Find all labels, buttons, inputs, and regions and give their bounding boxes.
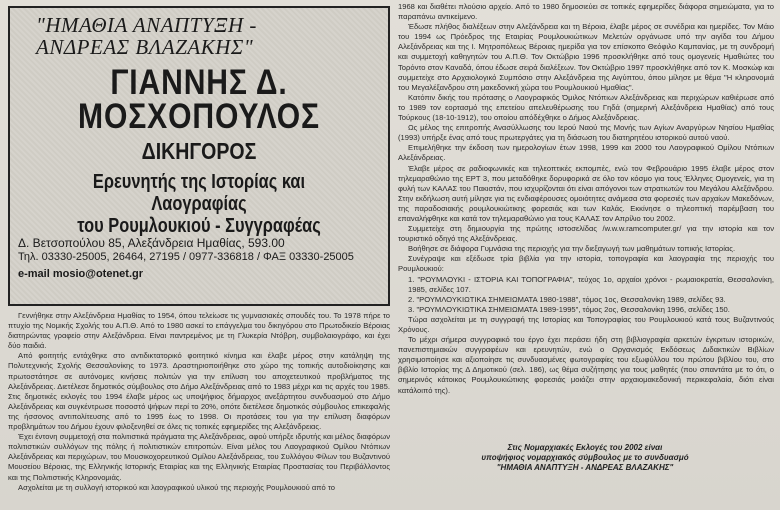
bio-paragraph: Έδωσε πλήθος διαλέξεων στην Αλεξάνδρεια και τη Βέροια, έλαβε μέρος σε συνέδρια και ημερίδες. Τον Μάιο του 1994 ως Πρόεδρος της Εταιρίας Ρουμλουκιώτικων Μελετών οργάνωσε υπό την αιγίδα του Δήμου Αλεξάνδρειας και της Ι. Μητροπόλεως Βέροιας ημερίδα για τον επίσκοπο Θεόφιλο Καμπανίας, με τη συνδρομή και συμμετοχή καθηγητών του Α.Π.Θ. Τον Οκτώβριο 1996 προσκλήθηκε από τους ομογενείς Ημαθιώτες του Τορόντο στον Καναδά, όπου έδωσε σειρά διαλέξεων. Τον Οκτώβριο 1997 προσκλήθηκε από τον Κ. Μοσκώφ και συμμετείχε στο Αρχαιολογικό Συμπόσιο στην Αλεξάνδρεια της Αιγύπτου, όπου μίλησε με θέμα "Η κληρονομιά του Μεγαλέξανδρου στη μακεδονική χώρα του Ρουμλουκιού Ημαθίας". <box>398 22 774 92</box>
biography-left-column <box>8 311 390 493</box>
candidate-profession: ΔΙΚΗΓΟΡΟΣ <box>141 138 257 164</box>
bio-paragraph: Τώρα ασχολείται με τη συγγραφή της Ιστορίας και Τοπογραφίας του Ρουμλουκιού κατά τους Βυζαντινούς Χρόνους. <box>398 314 774 334</box>
bio-paragraph: Ως μέλος της επιτροπής Ανασύλλωσης του Ιερού Ναού της Μονής των Αγίων Αναργύρων Νησίου Ημαθίας (1993) υπήρξε ένας από τους πρωτεργάτες για τη διάσωση του διατηρητέου ιστορικού αυτού ναού. <box>398 123 774 143</box>
book-item: 3. "ΡΟΥΜΛΟΥΚΙΩΤΙΚΑ ΣΗΜΕΙΩΜΑΤΑ 1989-1995", τόμος 2ος, Θεσσαλονίκη 1996, σελίδες 150. <box>408 304 730 314</box>
candidate-name-first: ΓΙΑΝΝΗΣ Δ. <box>110 63 288 102</box>
bio-paragraph: Γεννήθηκε στην Αλεξάνδρεια Ημαθίας το 1954, όπου τελείωσε τις γυμνασιακές σπουδές του. Το 1978 πήρε το πτυχίο της Νομικής Σχολής του Α.Π.Θ. Από το 1980 ασκεί το επάγγελμα του δικηγόρου στο Πρωτοδικείο Βέροιας διατηρώντας γραφείο στην Αλεξάνδρεια. Είναι παντρεμένος με τη Γλυκερία Ντόβρη, συμβολαιογράφο, και έχει δύο παιδιά. <box>8 311 390 351</box>
candidate-subtitle <box>52 171 346 237</box>
subtitle-line-1: Ερευνητής της Ιστορίας και Λαογραφίας <box>92 171 306 215</box>
candidate-name-last: ΜΟΣΧΟΠΟΥΛΟΣ <box>78 97 320 136</box>
bio-paragraph: Από φοιτητής εντάχθηκε στο αντιδικτατορικό φοιτητικό κίνημα και έλαβε μέρος στην κατάληψη της Πολυτεχνικής Σχολής Θεσσαλονίκης το 1973. Δραστηριοποιήθηκε στο χώρο της τοπικής αυτοδιοίκησης και πρωτοστάτησε σε αυτόνομες κινήσεις πολιτών για την επίλυση του αποχετευτικού προβλήματος της Αλεξάνδρειας. Διετέλεσε δημοτικός σύμβουλος στο Δήμο Αλεξάνδρειας από το 1983 μέχρι και τις αρχές του 1985. Στις δημοτικές εκλογές του 1994 έλαβε μέρος ως υποψήφιος δήμαρχος ανεξάρτητου συνδυασμού στο Δήμο Αλεξάνδρειας και συγκέντρωσε ποσοστό ψήφων περί το 20%, οπότε διετέλεσε δημοτικός σύμβουλος επικεφαλής της ήσσονος αντιπολίτευσης από το 1995 έως το 1998. Οι προτάσεις του για την επίλυση διαφόρων προβλημάτων του Δήμου έχουν φιλοξενηθεί σε όλες τις τοπικές εφημερίδες της Αλεξάνδρειας. <box>8 351 390 432</box>
bio-paragraph: Έχει έντονη συμμετοχή στα πολιτιστικά πράγματα της Αλεξάνδρειας, αφού υπήρξε ιδρυτής και μέλος διαφόρων πολιτιστικών συλλόγων της πόλης ή πολιτιστικών επιτροπών. Είναι μέλος του Λαογραφικού Ομίλου Ντόπιων Αλεξάνδρειας και περιχώρων, του Μουσικοχορευτικού Ομίλου Αλεξάνδρειας, του Συλλόγου Φίλων του Βυζαντινού Μουσείου Βέροιας, της Ελληνικής Ιστορικής Εταιρίας και της Ελληνικής Εταιρίας Προστασίας του Περιβάλλοντος και της Πολιτιστικής Κληρονομιάς. <box>8 432 390 482</box>
office-address: Δ. Βετσοπούλου 85, Αλεξάνδρεια Ημαθίας, 593.00 <box>18 236 285 250</box>
closing-line: "ΗΜΑΘΙΑ ΑΝΑΠΤΥΞΗ - ΑΝΔΡΕΑΣ ΒΛΑΖΑΚΗΣ" <box>496 463 674 472</box>
subtitle-line-2: του Ρουμλουκιού - Συγγραφέας <box>77 215 321 237</box>
closing-line: Στις Νομαρχιακές Εκλογές του 2002 είναι <box>507 443 663 452</box>
book-list <box>398 275 774 315</box>
slogan-line-2: ΑΝΔΡΕΑΣ ΒΛΑΖΑΚΗΣ" <box>36 35 254 59</box>
contact-info <box>18 236 378 281</box>
email-address: e-mail mosio@otenet.gr <box>18 268 144 280</box>
bio-paragraph: Συμμετείχε στη δημιουργία της πρώτης ιστοσελίδας /w.w.w.ramcomputer.gr/ για την ιστορία και τον τουριστικό οδηγό της Αλεξάνδρειας. <box>398 224 774 244</box>
book-item: 1. "ΡΟΥΜΛΟΥΚΙ - ΙΣΤΟΡΙΑ ΚΑΙ ΤΟΠΟΓΡΑΦΙΑ", τεύχος 1ο, αρχαίοι χρόνοι - ρωμαιοκρατία, Θεσσαλονίκη, 1985, σελίδες 107. <box>408 274 774 294</box>
bio-paragraph: Ασχολείται με τη συλλογή ιστορικού και λαογραφικού υλικού της περιοχής Ρουμλουκιού από το <box>18 482 335 492</box>
closing-line: υποψήφιος νομαρχιακός σύμβουλος με το συνδυασμό <box>481 453 689 462</box>
slogan-line-1: "ΗΜΑΘΙΑ ΑΝΑΠΤΥΞΗ - <box>36 13 257 37</box>
bio-paragraph: 1968 και διαθέτει πλούσιο αρχείο. Από το 1980 δημοσιεύει σε τοπικές εφημερίδες διάφορα σημειώματα, για το παραπάνω αντικείμενο. <box>398 2 774 22</box>
bio-paragraph: Έλαβε μέρος σε ραδιοφωνικές και τηλεοπτικές εκπομπές, ενώ τον Φεβρουάριο 1995 έλαβε μέρος στον τηλεμαραθώνιο της ΕΡΤ 3, που μεταδόθηκε δορυφορικά σε όλο τον κόσμο για τους Έλληνες Ομογενείς, για τη φυλή των ΚΑΛΑΣ του Πακιστάν, που ισχυρίζονται ότι είναι απόγονοι των στρατιωτών του Μεγάλου Αλεξάνδρου. Στην εκδήλωση αυτή μίλησε για τις ενδιαφέρουσες ομοιότητες ανάμεσα στα φορεσιές των αρχαίων Μακεδόνων, της παραδοσιακής ρουμλουκιώτικης φορεσιάς και των Καλάς. Εκκίνησε ο τηλεοπτική παρέμβαση του επαναλήφθηκε και κατά τον τηλεμαραθώνιο για τους ΚΑΛΑΣ τον Απρίλιο του 2002. <box>398 163 774 223</box>
campaign-slogan <box>20 14 378 58</box>
bio-paragraph: Κατόπιν δικής του πρότασης ο Λαογραφικός Όμιλος Ντόπιων Αλεξάνδρειας και περιχώρων καθιέρωσε από το 1989 τον εορτασμό της επετείου απελευθέρωσης του Γηδά (σημερινή Αλεξάνδρεια Ημαθίας) από τους Τούρκους (18-10-1912), του οποίου απόδέχθηκε ο Δήμος Αλεξάνδρειας. <box>398 92 774 123</box>
bio-paragraph: Το μέχρι σήμερα συγγραφικό του έργο έχει περάσει ήδη στη βιβλιογραφία αρκετών έγκριτων ιστορικών, πανεπιστημιακών συγγραφέων και ερευνητών, ενώ ο Οργανισμός Εκδόσεως Διδακτικών Βιβλίων χρησιμοποίησε και αξιοποίησε τις συνδυασμένες φωτογραφίες του εξωφύλλου του πρώτου βιβλίου του, στο βιβλίο Ιστορίας της Δ Δημοτικού (σελ. 186), ως θέμα συζήτησης για τους μαθητές (που σπαντάτα με το ότι, ο σημερινός κάτοικος Ρουμλουκιώτικης φορεσιάς μοιάζει στην αρχαιομακεδονική περικεφαλαία, διότι είναι κατάλοιπό της). <box>398 335 774 395</box>
book-item: 2. "ΡΟΥΜΛΟΥΚΙΩΤΙΚΑ ΣΗΜΕΙΩΜΑΤΑ 1980-1988", τόμος 1ος, Θεσσαλονίκη 1989, σελίδες 93. <box>408 294 726 304</box>
bio-paragraph: Βοήθησε σε διάφορα Γυμνάσια της περιοχής για την διεξαγωγή των μαθημάτων τοπικής Ιστορίας. <box>408 244 736 254</box>
campaign-ad-box <box>8 6 390 306</box>
election-closing-note <box>440 443 730 473</box>
bio-paragraph: Συνέγραψε και εξέδωσε τρία βιβλία για την ιστορία, τοπογραφία και λαογραφία της περιοχής του Ρουμλουκιού: <box>398 254 774 274</box>
biography-right-column <box>398 2 774 396</box>
bio-paragraph: Επιμελήθηκε την έκδοση των ημερολογίων έτων 1998, 1999 και 2000 του Λαογραφικού Ομίλου Ντόπιων Αλεξάνδρειας. <box>398 143 774 163</box>
phone-numbers: Τηλ. 03330-25005, 26464, 27195 / 0977-336818 / ΦΑΞ 03330-25005 <box>18 251 354 263</box>
